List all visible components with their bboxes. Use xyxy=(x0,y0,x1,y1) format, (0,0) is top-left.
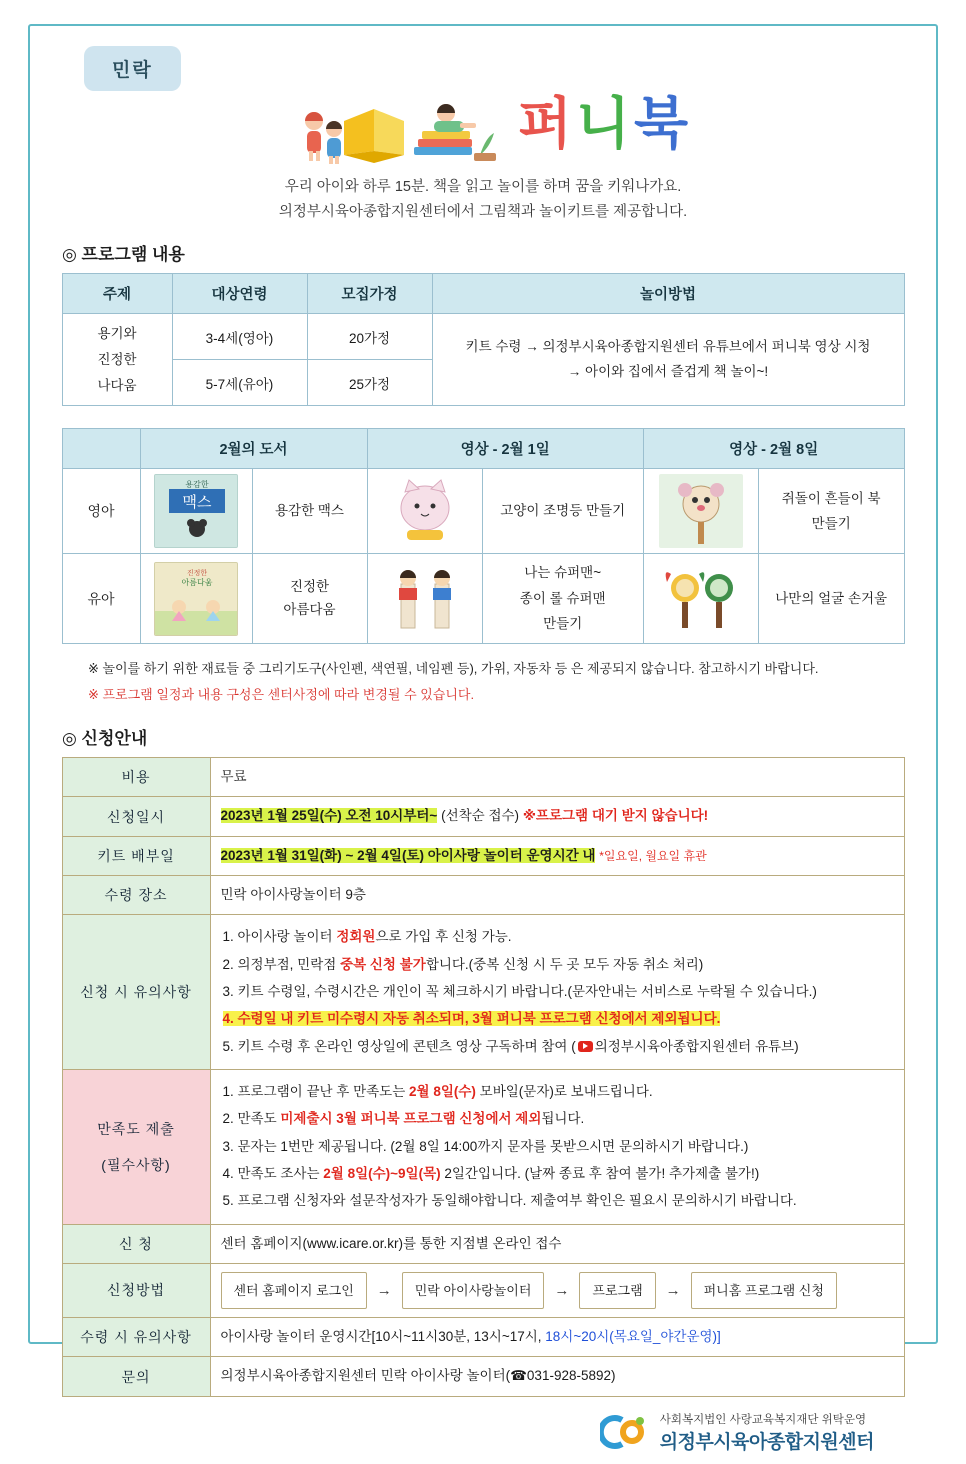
table-header-row xyxy=(62,274,904,314)
value-place: 민락 아이사랑놀이터 9층 xyxy=(210,876,904,915)
label-apply: 신 청 xyxy=(62,1224,210,1263)
page-title xyxy=(517,92,693,160)
sat-5-pre: 프로그램 신청자와 설문작성자가 동일해야합니다. 제출여부 확인은 필요시 문의하시기 바랍니다. xyxy=(237,1193,797,1209)
label-cautions: 신청 시 유의사항 xyxy=(62,915,210,1070)
video2-caption-infant: 쥐돌이 흔들이 북 만들기 xyxy=(758,469,904,554)
caution-2-post: 합니다.(중복 신청 시 두 곳 모두 자동 취소 처리) xyxy=(425,956,704,972)
footer xyxy=(58,1411,874,1454)
svg-text:아름다움: 아름다움 xyxy=(181,577,213,587)
craft-photo-mouse-drum xyxy=(659,474,743,548)
cell-play-method xyxy=(432,314,904,406)
craft-photo-cat-lamp xyxy=(383,474,467,548)
table-row-cost xyxy=(62,758,904,797)
video2-image-toddler xyxy=(643,554,758,644)
th-age: 대상연령 xyxy=(172,274,307,314)
caution-1-num: 1. xyxy=(222,929,238,945)
title-char-3: 북 xyxy=(634,92,693,155)
flow-arrow-1: → xyxy=(376,1281,392,1299)
caution-item-5 xyxy=(223,1034,892,1060)
sat-2-em: 미제출시 3월 퍼니북 프로그램 신청에서 제외 xyxy=(280,1111,542,1127)
play-line-2: → 아이와 집에서 즐겁게 책 놀이~! xyxy=(567,363,769,379)
caution-3-pre: 키트 수령일, 수령시간은 개인이 꼭 체크하시기 바랍니다.(문자안내는 서비스로 누락될 수 있습니다.) xyxy=(237,984,817,999)
sat-4-post: 2일간입니다. (날짜 종료 후 참여 불가! 추가제출 불가!) xyxy=(440,1165,760,1181)
table-header-row xyxy=(62,429,904,469)
caution-2-pre: 의정부점, 민락점 xyxy=(237,956,341,972)
hero-subtitle-line2: 의정부시육아종합지원센터에서 그림책과 놀이키트를 제공합니다. xyxy=(278,203,688,220)
pickup-notice-blue: 18시~20시(목요일_야간운영)] xyxy=(545,1329,721,1345)
svg-text:맥스: 맥스 xyxy=(182,493,212,512)
kids-reading-illustration xyxy=(274,85,504,171)
book-cover-image xyxy=(154,562,238,636)
footer-text xyxy=(660,1411,874,1454)
value-apply: 센터 홈페이지(www.icare.or.kr)를 통한 지점별 온라인 접수 xyxy=(210,1224,904,1263)
cell-quota-2: 25가정 xyxy=(307,360,432,406)
flow-step-2[interactable]: 민락 아이사랑놀이터 xyxy=(402,1272,545,1309)
sat-4-pre: 만족도 조사는 xyxy=(237,1165,324,1181)
caution-2-num: 2. xyxy=(222,956,238,972)
label-pickup-notice: 수령 시 유의사항 xyxy=(62,1318,210,1357)
sat-3-num: 3. xyxy=(222,1138,238,1154)
table-row-apply xyxy=(62,1224,904,1263)
hero-subtitle-line1: 우리 아이와 하루 15분. 책을 읽고 놀이를 하며 꿈을 키워나가요. xyxy=(284,179,682,195)
label-cost: 비용 xyxy=(62,758,210,797)
caution-1-post: 으로 가입 후 신청 가능. xyxy=(375,929,512,945)
pickup-notice-pre: 아이사랑 놀이터 운영시간[10시~11시30분, 13시~17시, xyxy=(220,1329,546,1345)
note-1: ※ 놀이를 하기 위한 재료들 중 그리기도구(사인펜, 색연필, 네임펜 등), 가위, 자동차 등 은 제공되지 않습니다. 참고하시기 바랍니다. xyxy=(88,661,819,677)
sat-1-post: 모바일(문자)로 보내드립니다. xyxy=(475,1083,653,1099)
youtube-icon xyxy=(578,1041,593,1052)
label-satisfaction-line1: 만족도 제출 xyxy=(97,1120,175,1137)
value-satisfaction xyxy=(210,1069,904,1224)
th-blank xyxy=(62,429,140,469)
label-contact: 문의 xyxy=(62,1357,210,1396)
caution-item-1 xyxy=(223,924,892,950)
label-method: 신청방법 xyxy=(62,1263,210,1317)
title-char-1: 퍼 xyxy=(517,92,576,155)
th-feb-books: 2월의 도서 xyxy=(140,429,367,469)
footer-line-2: 의정부시육아종합지원센터 xyxy=(659,1431,874,1453)
sat-4-num: 4. xyxy=(222,1165,238,1181)
video1-caption-toddler: 나는 슈퍼맨~ 종이 롤 슈퍼맨 만들기 xyxy=(482,554,643,644)
svg-text:진정한: 진정한 xyxy=(186,568,208,577)
book-title-toddler: 진정한 아름다움 xyxy=(252,554,367,644)
sat-2-post: 됩니다. xyxy=(541,1111,585,1127)
play-line-1: 키트 수령 → 의정부시육아종합지원센터 유튜브에서 퍼니북 영상 시청 xyxy=(465,339,871,355)
label-satisfaction xyxy=(62,1069,210,1224)
table-row-satisfaction xyxy=(62,1069,904,1224)
note-2: ※ 프로그램 일정과 내용 구성은 센터사정에 따라 변경될 수 있습니다. xyxy=(88,687,475,703)
cell-quota-1: 20가정 xyxy=(307,314,432,360)
table-row-infant xyxy=(62,469,904,554)
book-cover-toddler xyxy=(140,554,252,644)
caution-3-num: 3. xyxy=(222,984,238,999)
book-cover-infant xyxy=(140,469,252,554)
caution-5-pre: 키트 수령 후 온라인 영상일에 콘텐츠 영상 구독하며 참여 ( xyxy=(237,1038,576,1054)
kit-date-note: *일요일, 월요일 휴관 xyxy=(599,848,707,863)
th-video-feb1: 영상 - 2월 1일 xyxy=(367,429,643,469)
sat-1-num: 1. xyxy=(222,1083,238,1099)
application-info-table xyxy=(62,757,905,1397)
satisfaction-item-1 xyxy=(223,1079,892,1105)
satisfaction-item-5 xyxy=(223,1188,892,1214)
apply-date-rest: (선착순 접수) xyxy=(441,808,520,824)
caution-item-4 xyxy=(223,1006,892,1032)
th-play: 놀이방법 xyxy=(432,274,904,314)
application-flow xyxy=(221,1270,894,1311)
video2-image-infant xyxy=(643,469,758,554)
hero-banner xyxy=(58,85,908,171)
program-content-table xyxy=(62,273,905,406)
kit-date-highlight: 2023년 1월 31일(화) ~ 2월 4일(토) 아이사랑 놀이터 운영시간 내 xyxy=(220,847,596,863)
video1-image-toddler xyxy=(367,554,482,644)
table-row-pickup-notice xyxy=(62,1318,904,1357)
satisfaction-item-2 xyxy=(223,1106,892,1132)
table-row-kit-date xyxy=(62,836,904,875)
sat-1-pre: 프로그램이 끝난 후 만족도는 xyxy=(237,1083,410,1099)
th-quota: 모집가정 xyxy=(307,274,432,314)
value-apply-date xyxy=(210,797,904,836)
center-logo-icon xyxy=(600,1412,650,1452)
label-satisfaction-line2: (필수사항) xyxy=(101,1156,171,1173)
flow-step-3[interactable]: 프로그램 xyxy=(579,1272,655,1309)
satisfaction-item-3 xyxy=(223,1134,892,1160)
video1-image-infant xyxy=(367,469,482,554)
value-method xyxy=(210,1263,904,1317)
flow-arrow-2: → xyxy=(554,1281,570,1299)
caution-1-pre: 아이사랑 놀이터 xyxy=(237,929,337,945)
caution-4-highlight: 4. 수령일 내 키트 미수령시 자동 취소되며, 3월 퍼니북 프로그램 신청에서 제외됩니다. xyxy=(222,1011,721,1027)
flow-step-1[interactable]: 센터 홈페이지 로그인 xyxy=(221,1272,367,1309)
label-place: 수령 장소 xyxy=(62,876,210,915)
monthly-books-table xyxy=(62,428,905,644)
caution-2-em: 중복 신청 불가 xyxy=(340,956,426,972)
svg-text:용감한: 용감한 xyxy=(185,480,209,490)
table-row xyxy=(62,314,904,360)
apply-date-highlight: 2023년 1월 25일(수) 오전 10시부터~ xyxy=(220,808,438,824)
table-row-toddler xyxy=(62,554,904,644)
th-video-feb8: 영상 - 2월 8일 xyxy=(643,429,904,469)
footer-line-1: 사회복지법인 사랑교육복지재단 위탁운영 xyxy=(659,1413,867,1426)
title-char-2: 니 xyxy=(575,92,635,155)
sat-1-em: 2월 8일(수) xyxy=(409,1083,476,1099)
table-row-method xyxy=(62,1263,904,1317)
cell-topic: 용기와 진정한 나다움 xyxy=(62,314,172,406)
book-title-infant: 용감한 맥스 xyxy=(252,469,367,554)
craft-photo-hand-mirror xyxy=(659,562,743,636)
sat-2-pre: 만족도 xyxy=(237,1111,281,1127)
hero-subtitle xyxy=(58,175,908,224)
caution-item-3 xyxy=(223,979,892,1005)
value-contact: 의정부시육아종합지원센터 민락 아이사랑 놀이터(☎031-928-5892) xyxy=(210,1357,904,1396)
value-kit-date xyxy=(210,836,904,875)
apply-date-warning: ※프로그램 대기 받지 않습니다! xyxy=(522,808,709,824)
caution-item-2 xyxy=(223,952,892,978)
row-label-infant: 영아 xyxy=(62,469,140,554)
table-row-cautions xyxy=(62,915,904,1070)
flow-arrow-3: → xyxy=(665,1281,681,1299)
application-info-heading: ◎ 신청안내 xyxy=(62,729,148,749)
caution-1-em: 정회원 xyxy=(336,929,376,945)
value-cost: 무료 xyxy=(210,758,904,797)
sat-2-num: 2. xyxy=(222,1111,238,1127)
book-cover-image xyxy=(154,474,238,548)
th-topic: 주제 xyxy=(62,274,172,314)
table-row-contact xyxy=(62,1357,904,1396)
video2-caption-toddler: 나만의 얼굴 손거울 xyxy=(758,554,904,644)
table-row-apply-date xyxy=(62,797,904,836)
label-apply-date: 신청일시 xyxy=(62,797,210,836)
notes-block xyxy=(88,656,908,708)
flow-step-4[interactable]: 퍼니홈 프로그램 신청 xyxy=(691,1272,837,1309)
caution-5-num: 5. xyxy=(222,1038,238,1054)
sat-5-num: 5. xyxy=(222,1193,238,1209)
satisfaction-item-4 xyxy=(223,1161,892,1187)
label-kit-date: 키트 배부일 xyxy=(62,836,210,875)
program-content-heading: ◎ 프로그램 내용 xyxy=(62,245,185,265)
poster-content xyxy=(22,22,944,1464)
craft-photo-paper-roll-superman xyxy=(383,562,467,636)
caution-5-post: 의정부시육아종합지원센터 유튜브) xyxy=(594,1038,799,1054)
branch-badge: 민락 xyxy=(84,46,181,91)
value-pickup-notice xyxy=(210,1318,904,1357)
sat-4-em: 2월 8일(수)~9일(목) xyxy=(323,1165,441,1181)
table-row-place xyxy=(62,876,904,915)
cell-age-2: 5-7세(유아) xyxy=(172,360,307,406)
sat-3-pre: 문자는 1번만 제공됩니다. (2월 8일 14:00까지 문자를 못받으시면 문의하시기 바랍니다.) xyxy=(237,1138,749,1154)
row-label-toddler: 유아 xyxy=(62,554,140,644)
value-cautions xyxy=(210,915,904,1070)
cell-age-1: 3-4세(영아) xyxy=(172,314,307,360)
video1-caption-infant: 고양이 조명등 만들기 xyxy=(482,469,643,554)
